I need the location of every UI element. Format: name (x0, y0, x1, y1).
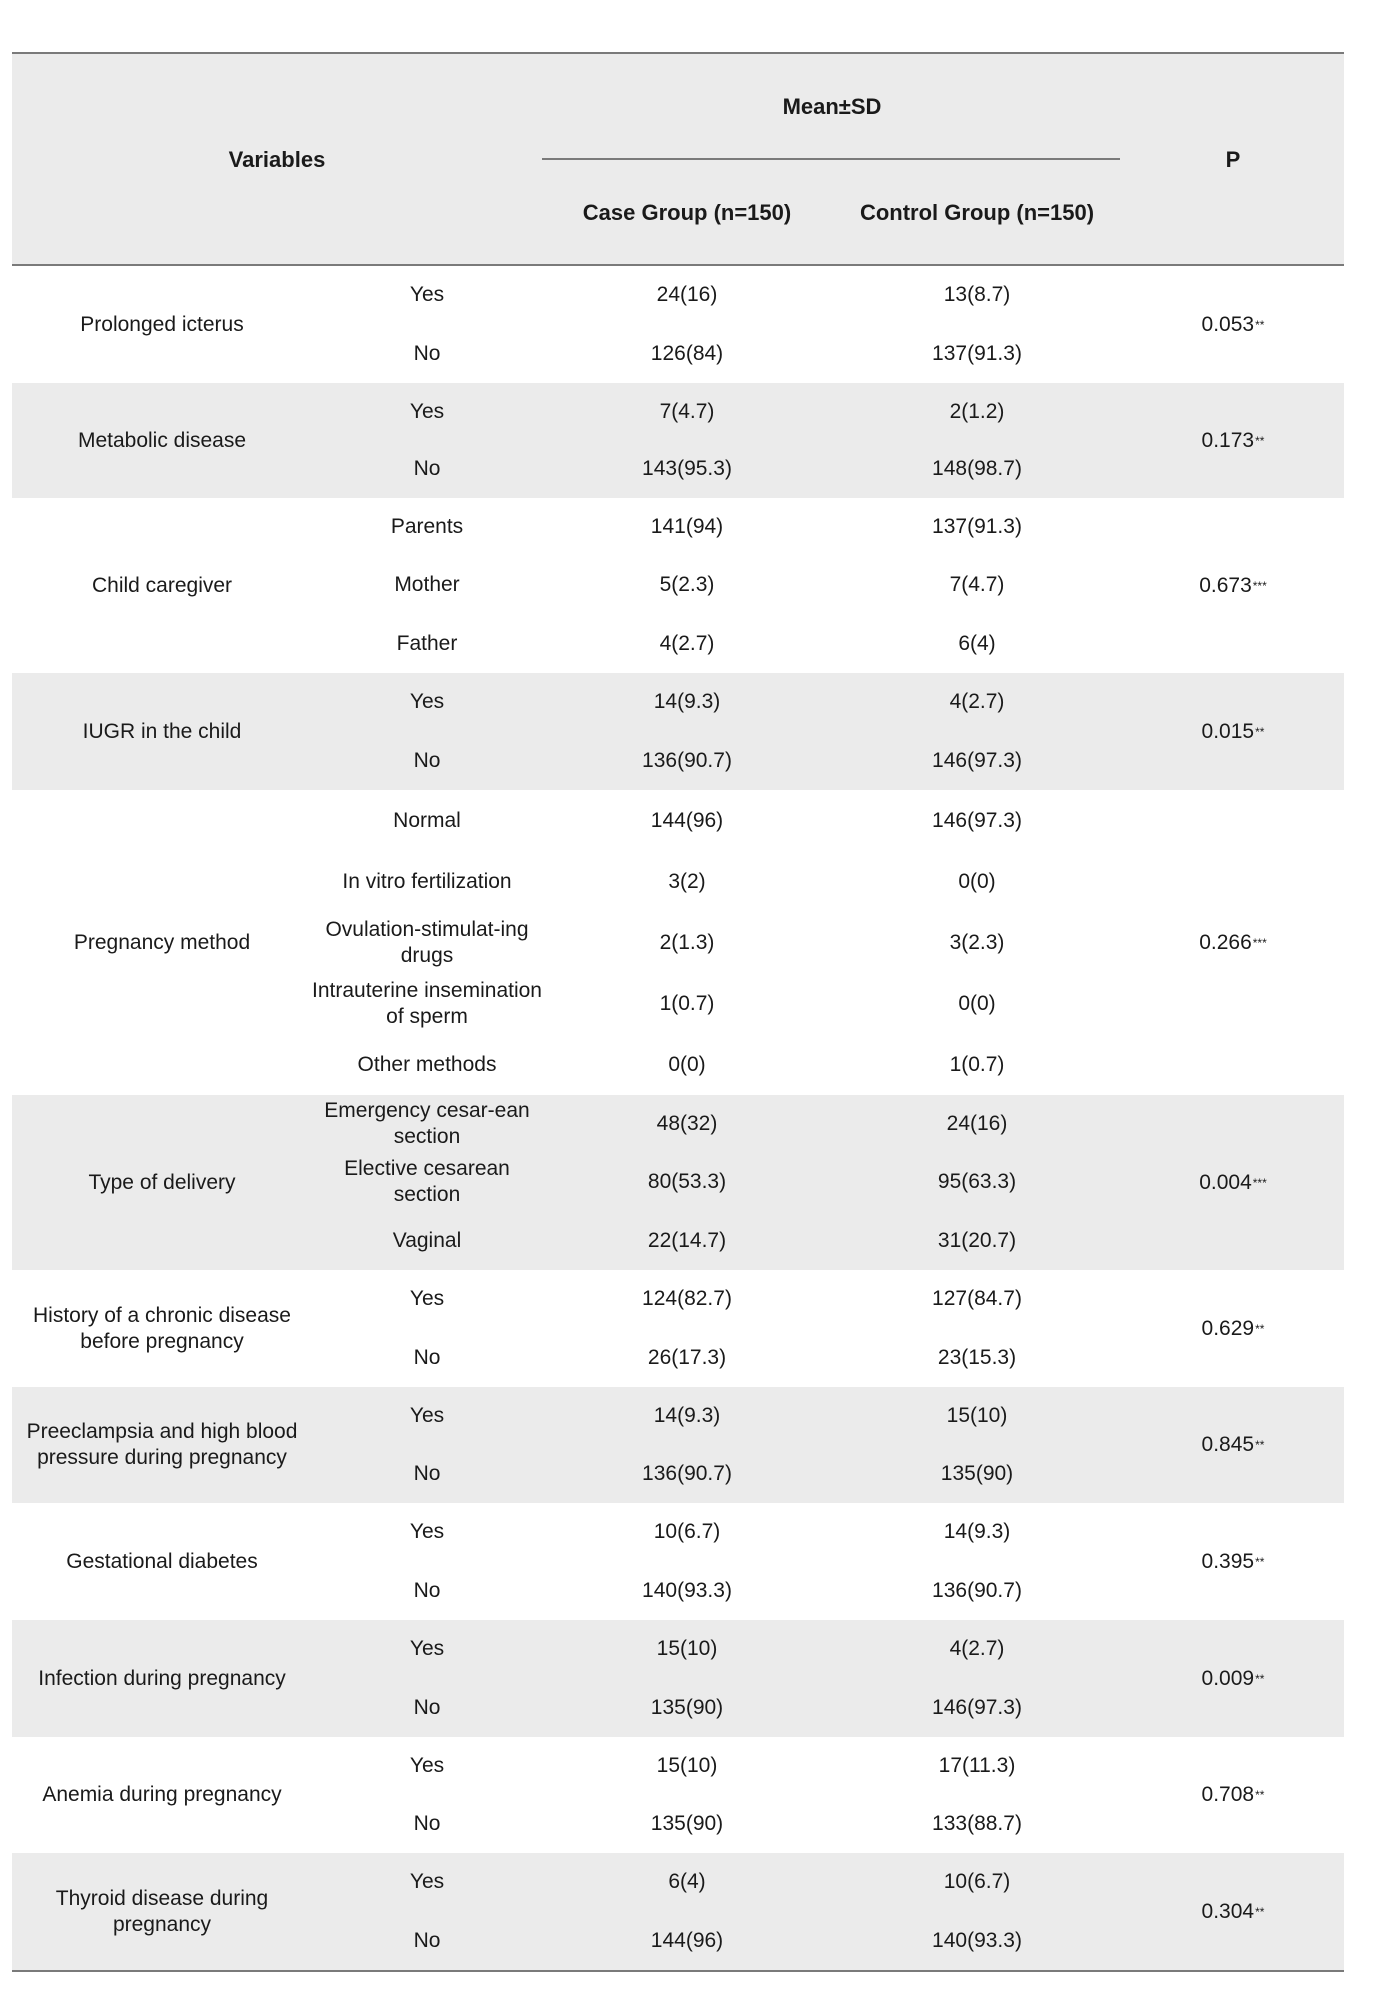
table-row-group (12, 1620, 1344, 1737)
p-value: 0.004 (1199, 1170, 1252, 1194)
level-label: No (413, 1812, 441, 1835)
header-p: P (1225, 147, 1241, 172)
significance-marker: ** (1255, 1438, 1265, 1452)
control-value: 13(8.7) (943, 283, 1011, 307)
variable-name: Anemia during pregnancy (42, 1783, 282, 1806)
control-value: 1(0.7) (949, 1052, 1005, 1076)
case-value: 48(32) (656, 1112, 718, 1136)
level-label: No (413, 457, 441, 481)
control-value: 7(4.7) (949, 573, 1005, 597)
table-row-group (12, 673, 1344, 790)
control-value: 24(16) (946, 1112, 1008, 1136)
table-row (312, 790, 1122, 851)
variable-name: Metabolic disease (77, 428, 247, 452)
level-label: Emergency cesar-ean section (324, 1099, 530, 1149)
level-label: Yes (409, 1870, 445, 1894)
p-value-cell (1122, 498, 1344, 673)
level-label: No (413, 1928, 441, 1952)
table-row (312, 973, 1122, 1034)
p-value-cell (1122, 1503, 1344, 1620)
control-value: 137(91.3) (932, 515, 1022, 539)
p-value: 0.053 (1201, 312, 1255, 336)
table-row (312, 615, 1122, 673)
p-value: 0.629 (1201, 1316, 1255, 1340)
level-label: Parents (390, 515, 464, 539)
p-value-cell (1122, 1853, 1344, 1970)
control-value: 148(98.7) (932, 457, 1022, 481)
p-value: 0.266 (1199, 930, 1252, 954)
level-label: Normal (393, 808, 461, 832)
control-value: 15(10) (946, 1404, 1008, 1427)
significance-marker: ** (1255, 1321, 1265, 1336)
level-label: No (413, 341, 441, 365)
table-row (312, 1329, 1122, 1388)
variable-name: Prolonged icterus (80, 312, 244, 336)
case-value: 141(94) (650, 515, 724, 539)
p-value: 0.304 (1201, 1899, 1255, 1923)
p-value: 0.395 (1201, 1549, 1255, 1573)
level-label: In vitro fertilization (342, 869, 512, 893)
significance-marker: ** (1255, 1671, 1265, 1686)
control-value: 3(2.3) (949, 930, 1005, 954)
significance-marker: ** (1255, 724, 1265, 739)
table-body (12, 266, 1344, 1970)
level-label: Ovulation-stimulat-ing drugs (325, 917, 529, 967)
table-row-group (12, 1737, 1344, 1853)
p-value: 0.845 (1201, 1433, 1255, 1456)
case-value: 136(90.7) (642, 748, 732, 772)
significance-marker: *** (1252, 935, 1267, 950)
variable-name: Pregnancy method (73, 930, 251, 954)
level-label: Intrauterine insemination of sperm (312, 978, 542, 1028)
table-header (12, 54, 1344, 264)
control-value: 95(63.3) (937, 1170, 1017, 1194)
table-row (312, 1270, 1122, 1329)
level-label: Yes (409, 399, 445, 423)
table-row (312, 732, 1122, 791)
control-value: 135(90) (940, 1462, 1014, 1485)
case-value: 14(9.3) (653, 690, 721, 714)
variable-name: Thyroid disease during pregnancy (55, 1886, 269, 1936)
table-row-group (12, 790, 1344, 1095)
table-row (312, 1212, 1122, 1270)
table-row (312, 673, 1122, 732)
table-row (312, 1095, 1122, 1153)
control-value: 17(11.3) (938, 1754, 1016, 1777)
p-value: 0.708 (1201, 1783, 1255, 1806)
level-label: Other methods (357, 1052, 497, 1076)
table-row (312, 851, 1122, 912)
level-label: Yes (409, 1637, 445, 1661)
p-value: 0.173 (1201, 428, 1255, 452)
p-value-cell (1122, 790, 1344, 1095)
table-row (312, 1562, 1122, 1621)
significance-marker: *** (1252, 578, 1267, 593)
control-value: 0(0) (958, 991, 996, 1015)
table-row-group (12, 266, 1344, 383)
table-row-group (12, 1387, 1344, 1503)
p-value-cell (1122, 1620, 1344, 1737)
variable-name: Gestational diabetes (66, 1549, 258, 1573)
p-value: 0.015 (1201, 719, 1255, 743)
control-value: 6(4) (958, 631, 996, 655)
control-value: 140(93.3) (932, 1928, 1022, 1952)
p-value-cell (1122, 1270, 1344, 1387)
level-label: Father (396, 631, 458, 655)
header-control-group: Control Group (n=150) (859, 200, 1095, 225)
p-value: 0.673 (1199, 573, 1252, 597)
table-row (312, 1679, 1122, 1738)
table-row-group (12, 383, 1344, 498)
case-value: 5(2.3) (659, 573, 715, 597)
control-value: 0(0) (958, 869, 996, 893)
p-value-cell (1122, 383, 1344, 498)
table-row (312, 1153, 1122, 1211)
level-label: Yes (409, 1404, 445, 1427)
level-label: Vaginal (392, 1228, 462, 1252)
table-row (312, 441, 1122, 499)
case-value: 6(4) (668, 1870, 706, 1894)
p-value-cell (1122, 673, 1344, 790)
variable-name: Preeclampsia and high blood pressure during pregnancy (26, 1420, 298, 1469)
table-row (312, 498, 1122, 556)
control-value: 127(84.7) (932, 1287, 1022, 1311)
results-table (12, 52, 1344, 1972)
table-row (312, 1795, 1122, 1853)
variable-name: Infection during pregnancy (38, 1666, 286, 1690)
table-row (312, 1620, 1122, 1679)
significance-marker: ** (1255, 433, 1265, 448)
table-row (312, 1503, 1122, 1562)
case-value: 80(53.3) (647, 1170, 727, 1194)
significance-marker: ** (1255, 1904, 1265, 1919)
p-value-cell (1122, 1387, 1344, 1503)
case-value: 144(96) (650, 808, 724, 832)
level-label: No (413, 1578, 441, 1602)
case-value: 14(9.3) (653, 1404, 721, 1427)
table-bottom-rule (12, 1970, 1344, 1972)
control-value: 133(88.7) (932, 1812, 1022, 1835)
case-value: 10(6.7) (653, 1520, 721, 1544)
header-variables: Variables (228, 147, 326, 172)
case-value: 7(4.7) (659, 399, 715, 423)
control-value: 31(20.7) (937, 1228, 1017, 1252)
table-row (312, 1912, 1122, 1971)
level-label: Yes (409, 690, 445, 714)
table-row (312, 1387, 1122, 1445)
p-value-cell (1122, 1737, 1344, 1853)
level-label: Elective cesarean section (344, 1157, 510, 1207)
case-value: 136(90.7) (642, 1462, 732, 1485)
table-row-group (12, 1853, 1344, 1970)
case-value: 15(10) (656, 1637, 718, 1661)
case-value: 126(84) (650, 341, 724, 365)
level-label: No (413, 1345, 441, 1369)
significance-marker: ** (1255, 1554, 1265, 1569)
control-value: 146(97.3) (932, 1695, 1022, 1719)
significance-marker: ** (1255, 1788, 1265, 1802)
case-value: 0(0) (668, 1052, 706, 1076)
control-value: 137(91.3) (932, 341, 1022, 365)
case-value: 135(90) (650, 1695, 724, 1719)
table-row (312, 266, 1122, 325)
case-value: 22(14.7) (647, 1228, 727, 1252)
header-mid-rule (542, 158, 1120, 160)
case-value: 26(17.3) (647, 1345, 727, 1369)
variable-name: History of a chronic disease before pregnancy (33, 1303, 291, 1353)
case-value: 24(16) (656, 283, 718, 307)
case-value: 124(82.7) (642, 1287, 732, 1311)
table-row-group (12, 1095, 1344, 1270)
table-row (312, 912, 1122, 973)
case-value: 1(0.7) (659, 991, 715, 1015)
level-label: Yes (409, 1520, 445, 1544)
significance-marker: *** (1252, 1175, 1267, 1190)
significance-marker: ** (1255, 317, 1265, 332)
case-value: 3(2) (668, 869, 706, 893)
level-label: No (413, 748, 441, 772)
table-row (312, 383, 1122, 441)
variable-name: IUGR in the child (82, 719, 242, 743)
level-label: Yes (409, 283, 445, 307)
control-value: 4(2.7) (949, 690, 1005, 714)
p-value-cell (1122, 1095, 1344, 1270)
case-value: 135(90) (650, 1812, 724, 1835)
level-label: No (413, 1695, 441, 1719)
table-row (312, 1034, 1122, 1095)
table-row (312, 1445, 1122, 1503)
case-value: 144(96) (650, 1928, 724, 1952)
level-label: Mother (394, 573, 460, 597)
case-value: 15(10) (656, 1754, 718, 1777)
control-value: 146(97.3) (932, 808, 1022, 832)
table-row (312, 1737, 1122, 1795)
level-label: Yes (409, 1287, 445, 1311)
control-value: 10(6.7) (943, 1870, 1011, 1894)
table-row-group (12, 1503, 1344, 1620)
level-label: Yes (409, 1754, 445, 1777)
level-label: No (413, 1462, 441, 1485)
case-value: 2(1.3) (659, 930, 715, 954)
table-row (312, 325, 1122, 384)
control-value: 23(15.3) (937, 1345, 1017, 1369)
table-row-group (12, 498, 1344, 673)
table-row (312, 556, 1122, 614)
case-value: 143(95.3) (642, 457, 732, 481)
control-value: 136(90.7) (932, 1578, 1022, 1602)
table-row-group (12, 1270, 1344, 1387)
variable-name: Type of delivery (88, 1170, 236, 1194)
control-value: 2(1.2) (949, 399, 1005, 423)
case-value: 4(2.7) (659, 631, 715, 655)
variable-name: Child caregiver (91, 573, 233, 597)
p-value-cell (1122, 266, 1344, 383)
header-mean-sd: Mean±SD (782, 94, 882, 119)
control-value: 14(9.3) (943, 1520, 1011, 1544)
case-value: 140(93.3) (642, 1578, 732, 1602)
p-value: 0.009 (1201, 1666, 1255, 1690)
table-row (312, 1853, 1122, 1912)
control-value: 4(2.7) (949, 1637, 1005, 1661)
control-value: 146(97.3) (932, 748, 1022, 772)
header-case-group: Case Group (n=150) (582, 200, 792, 225)
